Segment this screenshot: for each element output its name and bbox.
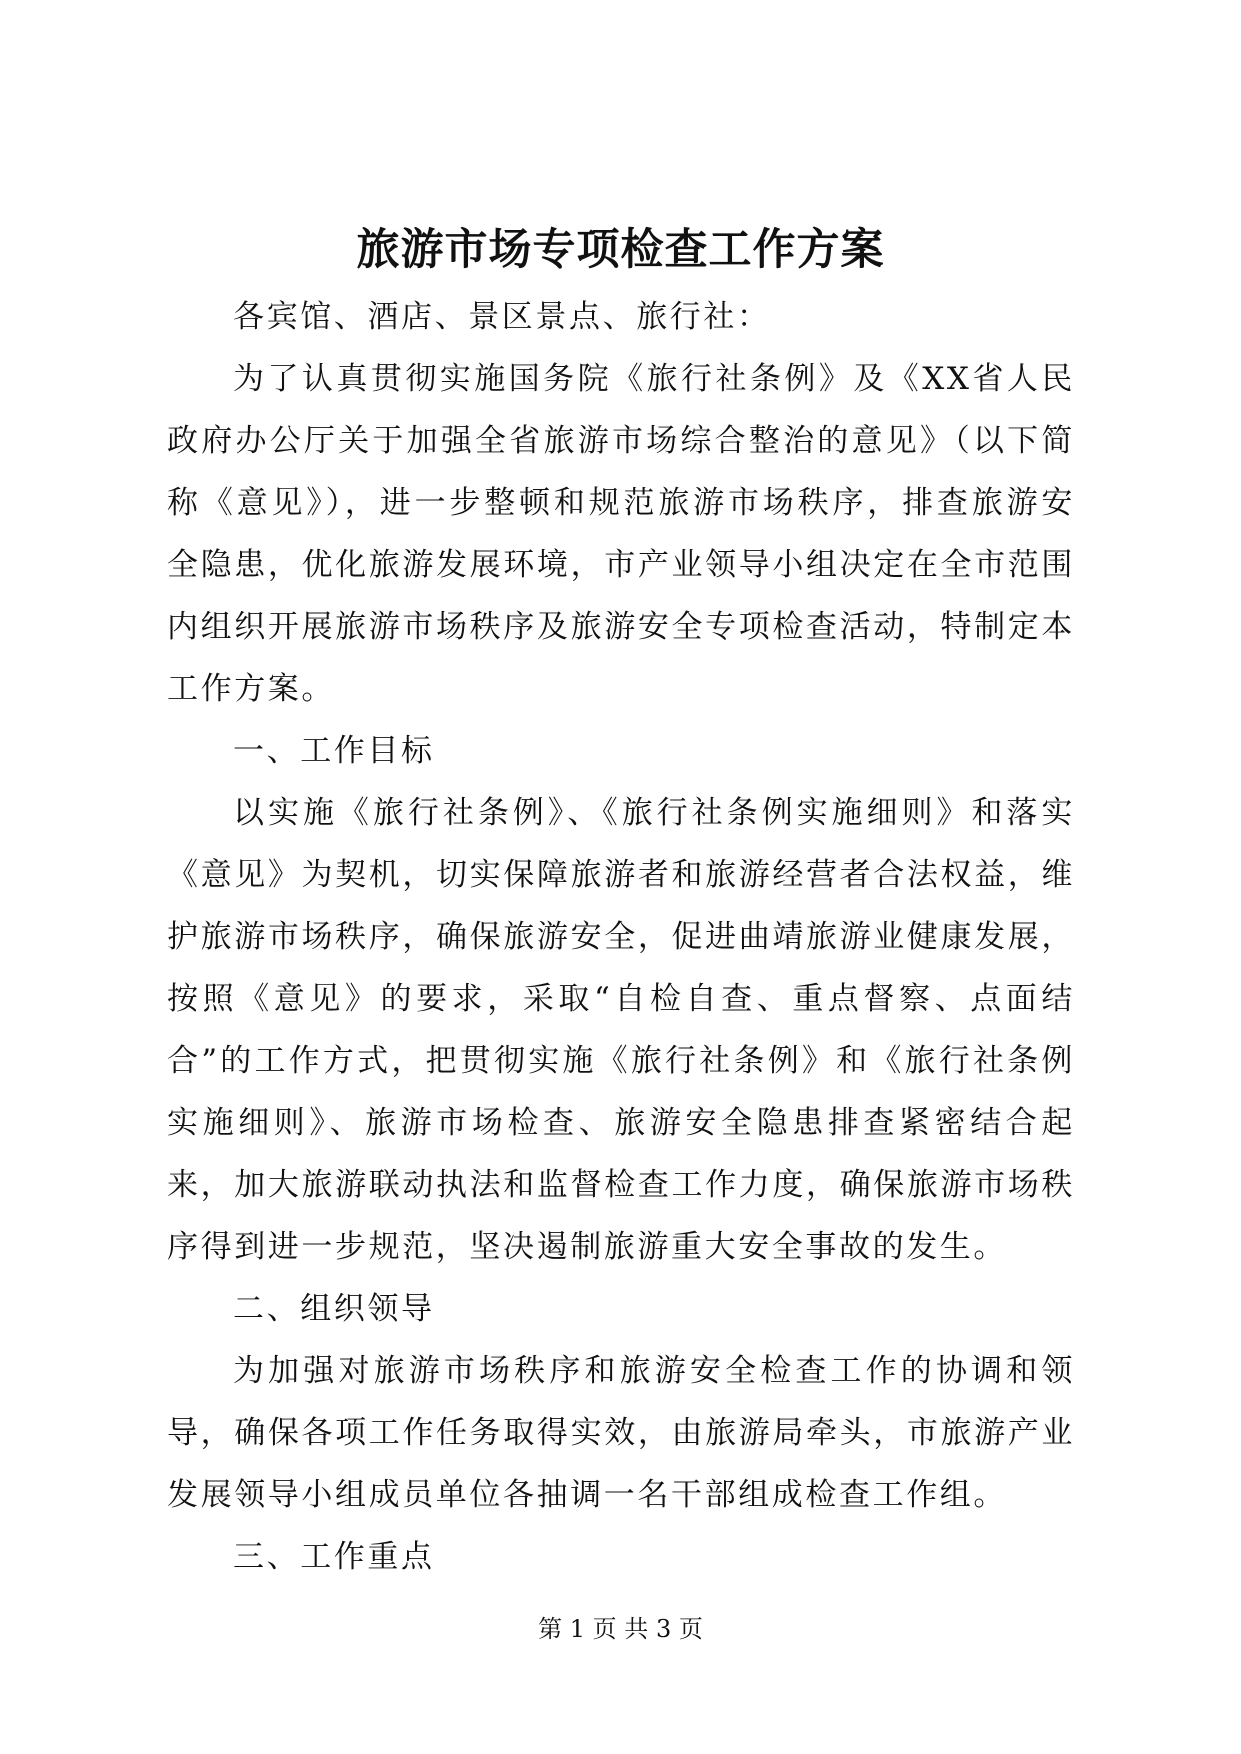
section-heading-focus: 三、工作重点 — [233, 1539, 435, 1575]
section-heading-leadership: 二、组织领导 — [233, 1291, 435, 1327]
intro-paragraph: 为了认真贯彻实施国务院《旅行社条例》及《XX省人民政府办公厅关于加强全省旅游市场综合整治的意见》（以下简称《意见》），进一步整顿和规范旅游市场秩序，排查旅游安全隐患，优化旅游发展环境，市产业领导小组决定在全市范围内组织开展旅游市场秩序及旅游安全专项检查活动，特制定本工作方案。 — [167, 361, 1075, 707]
salutation: 各宾馆、酒店、景区景点、旅行社： — [233, 299, 771, 335]
document-body — [167, 286, 1075, 1588]
page-number: 第 1 页 共 3 页 — [538, 1615, 703, 1643]
document-title: 旅游市场专项检查工作方案 — [356, 225, 885, 275]
section-body-leadership: 为加强对旅游市场秩序和旅游安全检查工作的协调和领导，确保各项工作任务取得实效，由旅游局牵头，市旅游产业发展领导小组成员单位各抽调一名干部组成检查工作组。 — [167, 1353, 1075, 1513]
section-body-goals: 以实施《旅行社条例》、《旅行社条例实施细则》和落实《意见》为契机，切实保障旅游者和旅游经营者合法权益，维护旅游市场秩序，确保旅游安全，促进曲靖旅游业健康发展，按照《意见》的要求，采取“自检自查、重点督察、点面结合”的工作方式，把贯彻实施《旅行社条例》和《旅行社条例实施细则》、旅游市场检查、旅游安全隐患排查紧密结合起来，加大旅游联动执法和监督检查工作力度，确保旅游市场秩序得到进一步规范，坚决遏制旅游重大安全事故的发生。 — [167, 795, 1075, 1265]
section-heading-goals: 一、工作目标 — [233, 733, 435, 769]
